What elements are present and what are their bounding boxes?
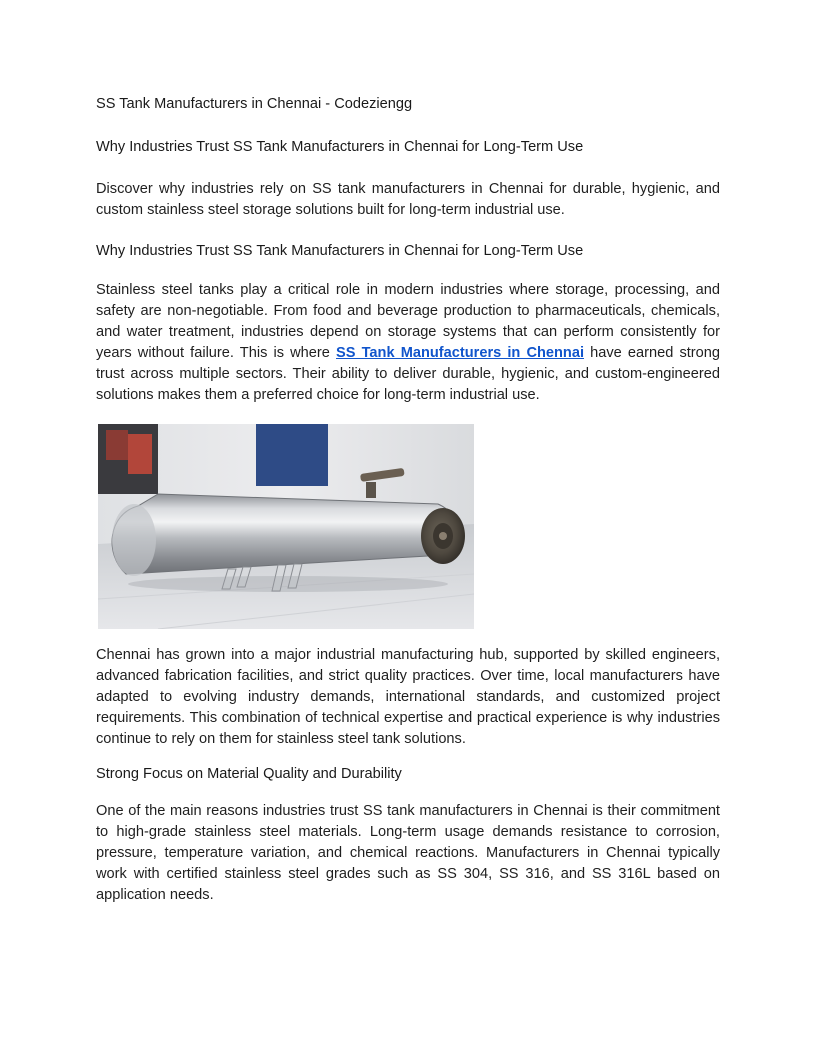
subheading-material-quality: Strong Focus on Material Quality and Durability <box>96 766 402 782</box>
background-door <box>256 424 328 486</box>
paragraph-material-quality: One of the main reasons industries trust SS tank manufacturers in Chennai is their commitment to high-grade stainless steel materials. Long-term usage demands resistance to corrosion, pressure, temperature variation, and chemical reactions. Manufacturers in Chennai typically work with certified stainless steel grades such as SS 304, SS 316, and SS 316L based on application needs. <box>96 803 720 903</box>
document-page <box>96 94 720 906</box>
para1-text-after-link: have earned strong trust across multiple sectors. Their ability to deliver durable, hygienic, and custom-engineered solutions makes them a preferred choice for long-term industrial use. <box>96 345 721 403</box>
ss-tank-manufacturers-link[interactable]: SS Tank Manufacturers in Chennai <box>336 345 585 361</box>
intro-paragraph: Discover why industries rely on SS tank manufacturers in Chennai for durable, hygienic, and custom stainless steel storage solutions built for long-term industrial use. <box>96 181 720 218</box>
para1-text-before-link: Stainless steel tanks play a critical role in modern industries where storage, processing, and safety are non-negotiable. From food and beverage production to pharmaceuticals, chemicals, and water treatment, industries depend on storage systems that can perform consistently for years without failure. This is where <box>96 282 720 361</box>
stainless-steel-tank-image <box>98 424 474 629</box>
paragraph-intro-tanks <box>96 280 720 406</box>
document-headline: Why Industries Trust SS Tank Manufacturers in Chennai for Long-Term Use <box>96 139 584 155</box>
paragraph-chennai-hub: Chennai has grown into a major industrial manufacturing hub, supported by skilled engineers, advanced fabrication facilities, and strict quality practices. Over time, local manufacturers have adapted to evolving industry demands, international standards, and customized project requirements. This combination of technical expertise and practical experience is why industries continue to rely on them for stainless steel tank solutions. <box>96 647 720 747</box>
section-heading: Why Industries Trust SS Tank Manufacturers in Chennai for Long-Term Use <box>96 243 584 259</box>
document-title: SS Tank Manufacturers in Chennai - Codeziengg <box>96 96 413 112</box>
